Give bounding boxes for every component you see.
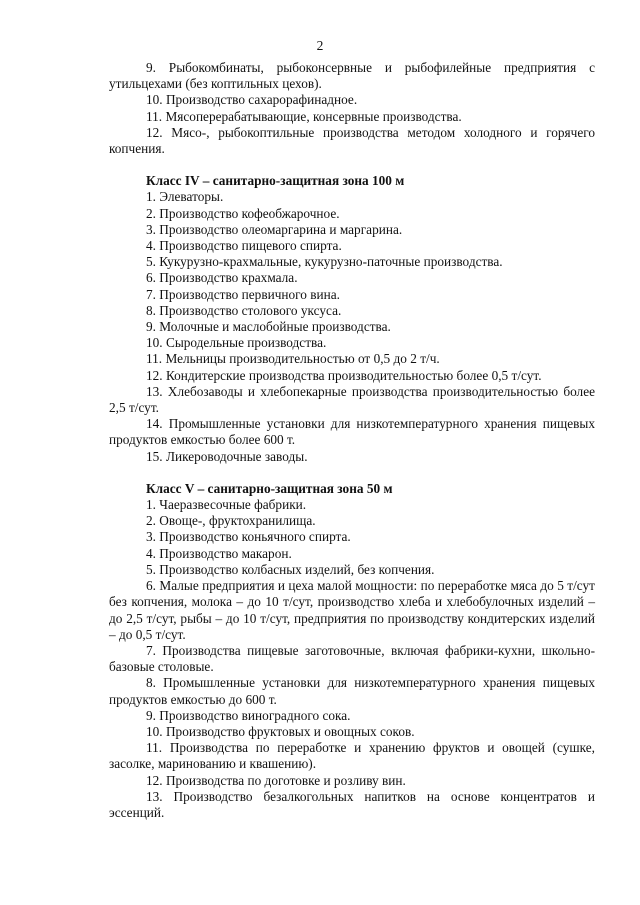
list-item: 1. Элеваторы.	[146, 189, 224, 205]
class4-heading: Класс IV – санитарно-защитная зона 100 м	[146, 173, 405, 189]
list-item: 5. Производство колбасных изделий, без копчения.	[146, 561, 435, 577]
list-item: 8. Промышленные установки для низкотемпературного хранения пищевых продуктов емкостью до 600 т.	[109, 675, 595, 707]
list-item: 3. Производство коньячного спирта.	[146, 529, 351, 545]
list-item: 9. Рыбокомбинаты, рыбоконсервные и рыбофилейные предприятия с утильцехами (без коптильных цехов).	[109, 60, 595, 92]
list-item: 13. Хлебозаводы и хлебопекарные производства производительностью более 2,5 т/сут.	[109, 383, 595, 416]
class5-list	[109, 497, 595, 821]
class4-list	[109, 189, 595, 464]
list-item: 9. Производство виноградного сока.	[146, 707, 351, 723]
list-item: 4. Производство пищевого спирта.	[146, 238, 342, 254]
list-item: 11. Мясоперерабатывающие, консервные производства.	[146, 108, 462, 124]
list-item: 6. Производство крахмала.	[146, 270, 298, 286]
list-item: 12. Производства по доготовке и розливу вин.	[146, 772, 406, 788]
list-item: 7. Производство первичного вина.	[146, 286, 340, 302]
list-item: 15. Ликероводочные заводы.	[146, 448, 308, 464]
list-item: 2. Производство кофеобжарочное.	[146, 205, 340, 221]
list-item: 7. Производства пищевые заготовочные, включая фабрики-кухни, школьно-базовые столовые.	[109, 642, 595, 675]
list-item: 3. Производство олеомаргарина и маргарина.	[146, 221, 403, 237]
list-item: 2. Овоще-, фруктохранилища.	[146, 513, 316, 529]
document-body	[109, 60, 595, 821]
list-item: 11. Производства по переработке и хранению фруктов и овощей (сушке, засолке, маринованию и квашению).	[109, 740, 595, 772]
list-item: 1. Чаеразвесочные фабрики.	[146, 497, 307, 513]
list-item: 11. Мельницы производительностью от 0,5 до 2 т/ч.	[146, 351, 440, 367]
list-item: 9. Молочные и маслобойные производства.	[146, 319, 391, 335]
class5-heading: Класс V – санитарно-защитная зона 50 м	[146, 480, 393, 496]
list-item: 8. Производство столового уксуса.	[146, 302, 342, 318]
list-item: 12. Мясо-, рыбокоптильные производства методом холодного и горячего копчения.	[109, 124, 595, 157]
page-number: 2	[316, 38, 324, 53]
list-item: 10. Производство сахарорафинадное.	[146, 92, 358, 108]
list-item: 4. Производство макарон.	[146, 545, 292, 561]
list-item: 5. Кукурузно-крахмальные, кукурузно-паточные производства.	[146, 254, 503, 270]
list-item: 10. Производство фруктовых и овощных соков.	[146, 723, 415, 739]
list-item: 10. Сыродельные производства.	[146, 335, 327, 351]
intro-list	[109, 60, 595, 157]
list-item: 12. Кондитерские производства производительностью более 0,5 т/сут.	[146, 367, 542, 383]
list-item: 13. Производство безалкогольных напитков на основе концентратов и эссенций.	[109, 788, 595, 820]
list-item: 14. Промышленные установки для низкотемпературного хранения пищевых продуктов емкостью более 600 т.	[109, 416, 595, 448]
list-item: 6. Малые предприятия и цеха малой мощности: по переработке мяса до 5 т/сут без копчения, молока – до 10 т/сут, производство хлеба и хлебобулочных изделий – до 2,5 т/сут, рыбы – до 10 т/сут, предприятия по производству кондитерских изделий – до 0,5 т/сут.	[109, 578, 595, 642]
